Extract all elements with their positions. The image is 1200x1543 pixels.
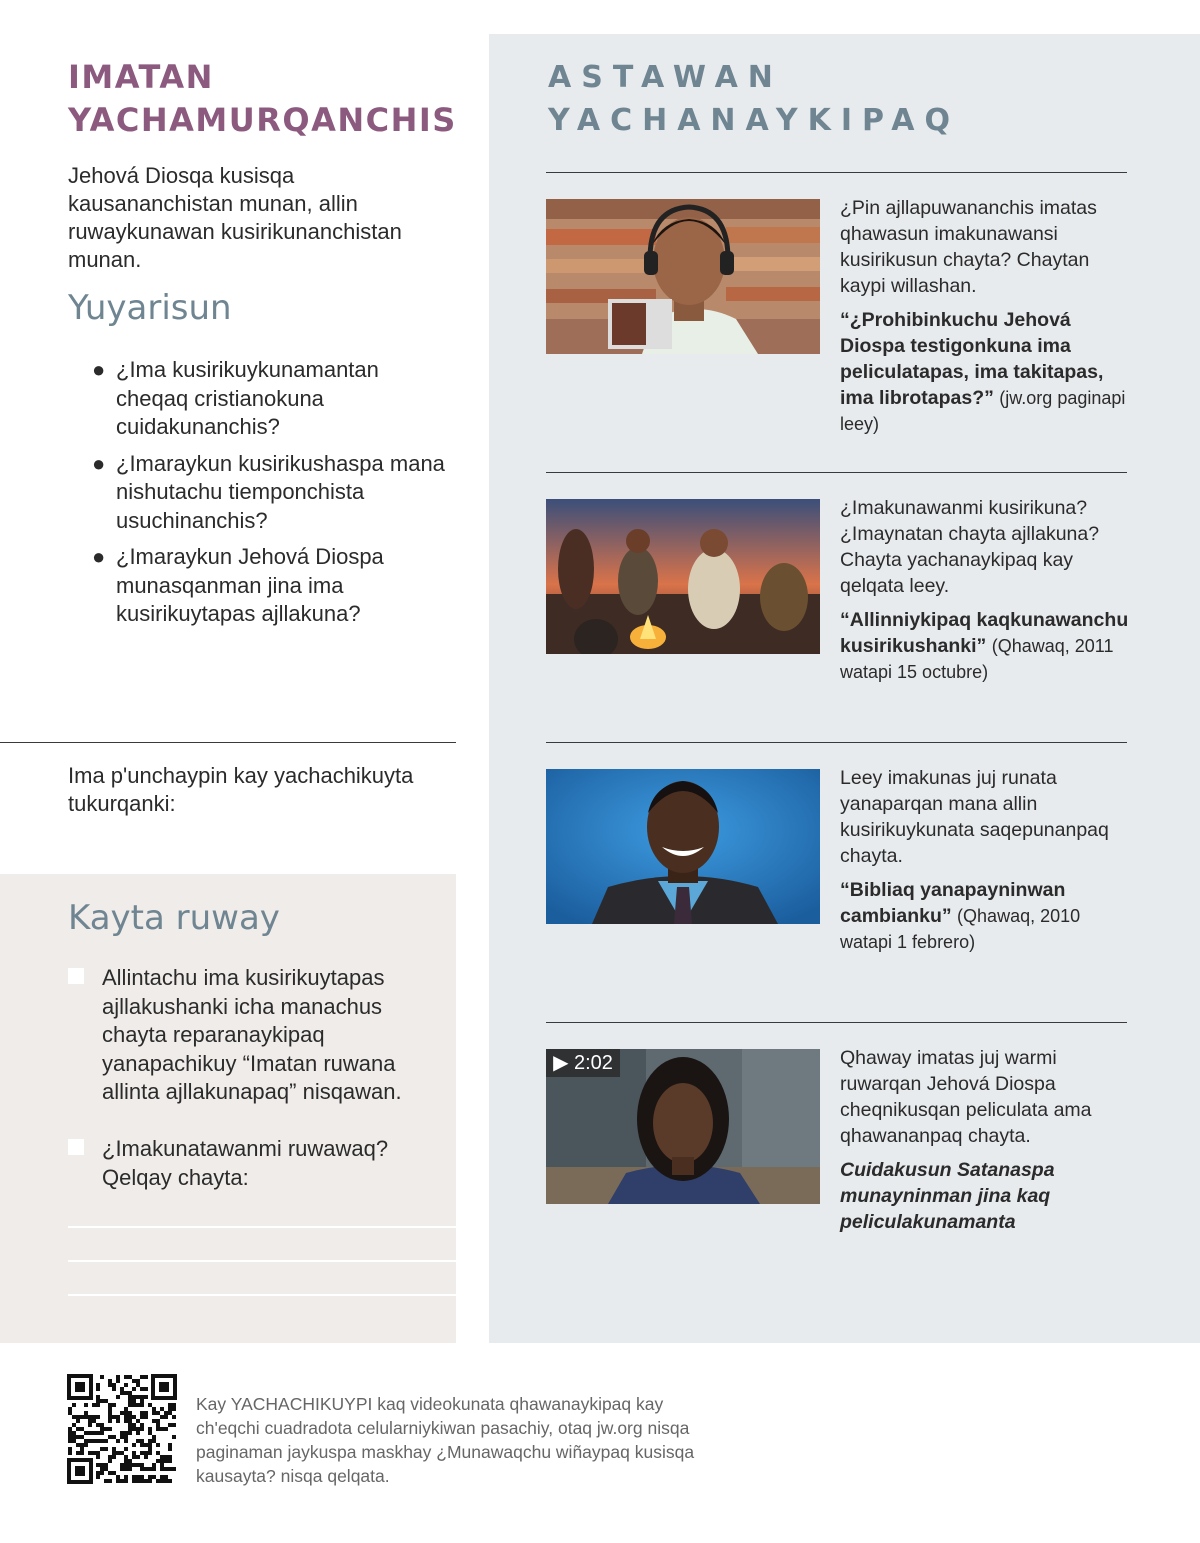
goal-heading: Kayta ruway <box>68 898 280 938</box>
divider <box>546 742 1127 743</box>
review-item <box>92 450 452 536</box>
resource-description: ¿Imakunawanmi kusirikuna? ¿Imaynatan chayta ajllakuna? Chayta yachanaykipaq kay qelqata leey. <box>840 497 1100 597</box>
writing-line[interactable] <box>68 1294 456 1296</box>
review-item <box>92 356 452 442</box>
summary-body: Jehová Diosqa kusisqa kausananchistan munan, allin ruwaykunawan kusirikunanchistan munan. <box>68 163 402 272</box>
resource-item <box>840 195 1130 437</box>
explore-title-line1: ASTAWAN <box>548 60 783 95</box>
review-item-text: ¿Imaraykun Jehová Diospa munasqanman jina ima kusirikuytapas ajllakuna? <box>116 544 384 626</box>
bullet-icon: ● <box>92 450 106 476</box>
summary-title-line2: YACHAMURQANCHIS <box>68 101 457 139</box>
thumbnail-young-man-headphones[interactable] <box>546 199 820 354</box>
goal-item-text: Allintachu ima kusirikuytapas ajllakushanki icha manachus chayta reparanaykipaq yanapachikuy “Imatan ruwana allinta ajllakunapaq” nisqawan. <box>102 965 402 1104</box>
resource-title-link[interactable]: “Bibliaq yanapayninwan cambianku” <box>840 879 1066 927</box>
goal-item <box>68 964 428 1107</box>
bullet-icon: ● <box>92 544 106 569</box>
resource-title-link[interactable]: Cuidakusun Satanaspa munayninman jina kaq peliculakunamanta <box>840 1159 1055 1233</box>
video-duration-badge: ▶ 2:02 <box>546 1049 620 1077</box>
writing-line[interactable] <box>68 1226 456 1228</box>
review-item-text: ¿Imaraykun kusirikushaspa mana nishutachu tiemponchista usuchinanchis? <box>116 450 445 533</box>
goal-panel <box>0 874 456 1343</box>
qr-code[interactable] <box>67 1374 177 1484</box>
resource-item <box>840 495 1130 685</box>
explore-title-line2: YACHANAYKIPAQ <box>548 103 960 138</box>
resource-description: Qhaway imatas juj warmi ruwarqan Jehová Diospa cheqnikusqan peliculata ama qhawananpaq chayta. <box>840 1047 1092 1147</box>
resource-reference <box>840 1157 1130 1235</box>
completion-date-prompt: Ima p'unchaypin kay yachachikuyta tukurqanki: <box>68 763 414 816</box>
writing-line[interactable] <box>68 1260 456 1262</box>
bullet-icon: ● <box>92 357 106 382</box>
checkbox[interactable] <box>68 1139 84 1155</box>
divider <box>0 742 456 743</box>
explore-title <box>548 56 960 142</box>
goal-item <box>68 1135 428 1192</box>
review-list <box>92 356 452 637</box>
review-item-text: ¿Ima kusirikuykunamantan cheqaq cristianokuna cuidakunanchis? <box>116 357 379 439</box>
divider <box>546 172 1127 173</box>
resource-reference <box>840 607 1130 685</box>
summary-title-line1: IMATAN <box>68 58 214 96</box>
review-item <box>92 543 452 629</box>
thumbnail-campfire-scene[interactable] <box>546 499 820 654</box>
resource-title-link[interactable]: “¿Prohibinkuchu Jehová Diospa testigonkuna ima peliculatapas, ima takitapas, ima librotapas?” <box>840 309 1104 409</box>
summary-title <box>68 56 457 142</box>
thumbnail-smiling-man[interactable] <box>546 769 820 924</box>
checkbox[interactable] <box>68 968 84 984</box>
goal-item-text: ¿Imakunatawanmi ruwawaq? Qelqay chayta: <box>102 1136 389 1190</box>
resource-item <box>840 765 1130 955</box>
review-heading: Yuyarisun <box>68 288 232 328</box>
divider <box>546 472 1127 473</box>
resource-reference <box>840 877 1130 955</box>
video-thumbnail-woman[interactable] <box>546 1049 820 1204</box>
divider <box>546 1022 1127 1023</box>
resource-source: (Qhawaq, 2011 watapi 15 octubre) <box>840 636 1114 682</box>
resource-source: (Qhawaq, 2010 watapi 1 febrero) <box>840 906 1081 952</box>
resource-item <box>840 1045 1130 1235</box>
resource-title-link[interactable]: “Allinniykipaq kaqkunawanchu kusirikushanki” <box>840 609 1129 657</box>
resource-description: ¿Pin ajllapuwananchis imatas qhawasun imakunawansi kusirikusun chayta? Chaytan kaypi willashan. <box>840 197 1097 297</box>
resource-description: Leey imakunas juj runata yanaparqan mana allin kusirikuykunata saqepunanpaq chayta. <box>840 767 1109 867</box>
resource-reference <box>840 307 1130 437</box>
resource-source: (jw.org paginapi leey) <box>840 388 1126 434</box>
footer-text: Kay YACHACHIKUYPI kaq videokunata qhawanaykipaq kay ch'eqchi cuadradota celularniykiwan pasachiy, otaq jw.org nisqa paginaman jaykuspa maskhay ¿Munawaqchu wiñaypaq kusisqa kausayta? nisqa qelqata. <box>196 1394 695 1486</box>
